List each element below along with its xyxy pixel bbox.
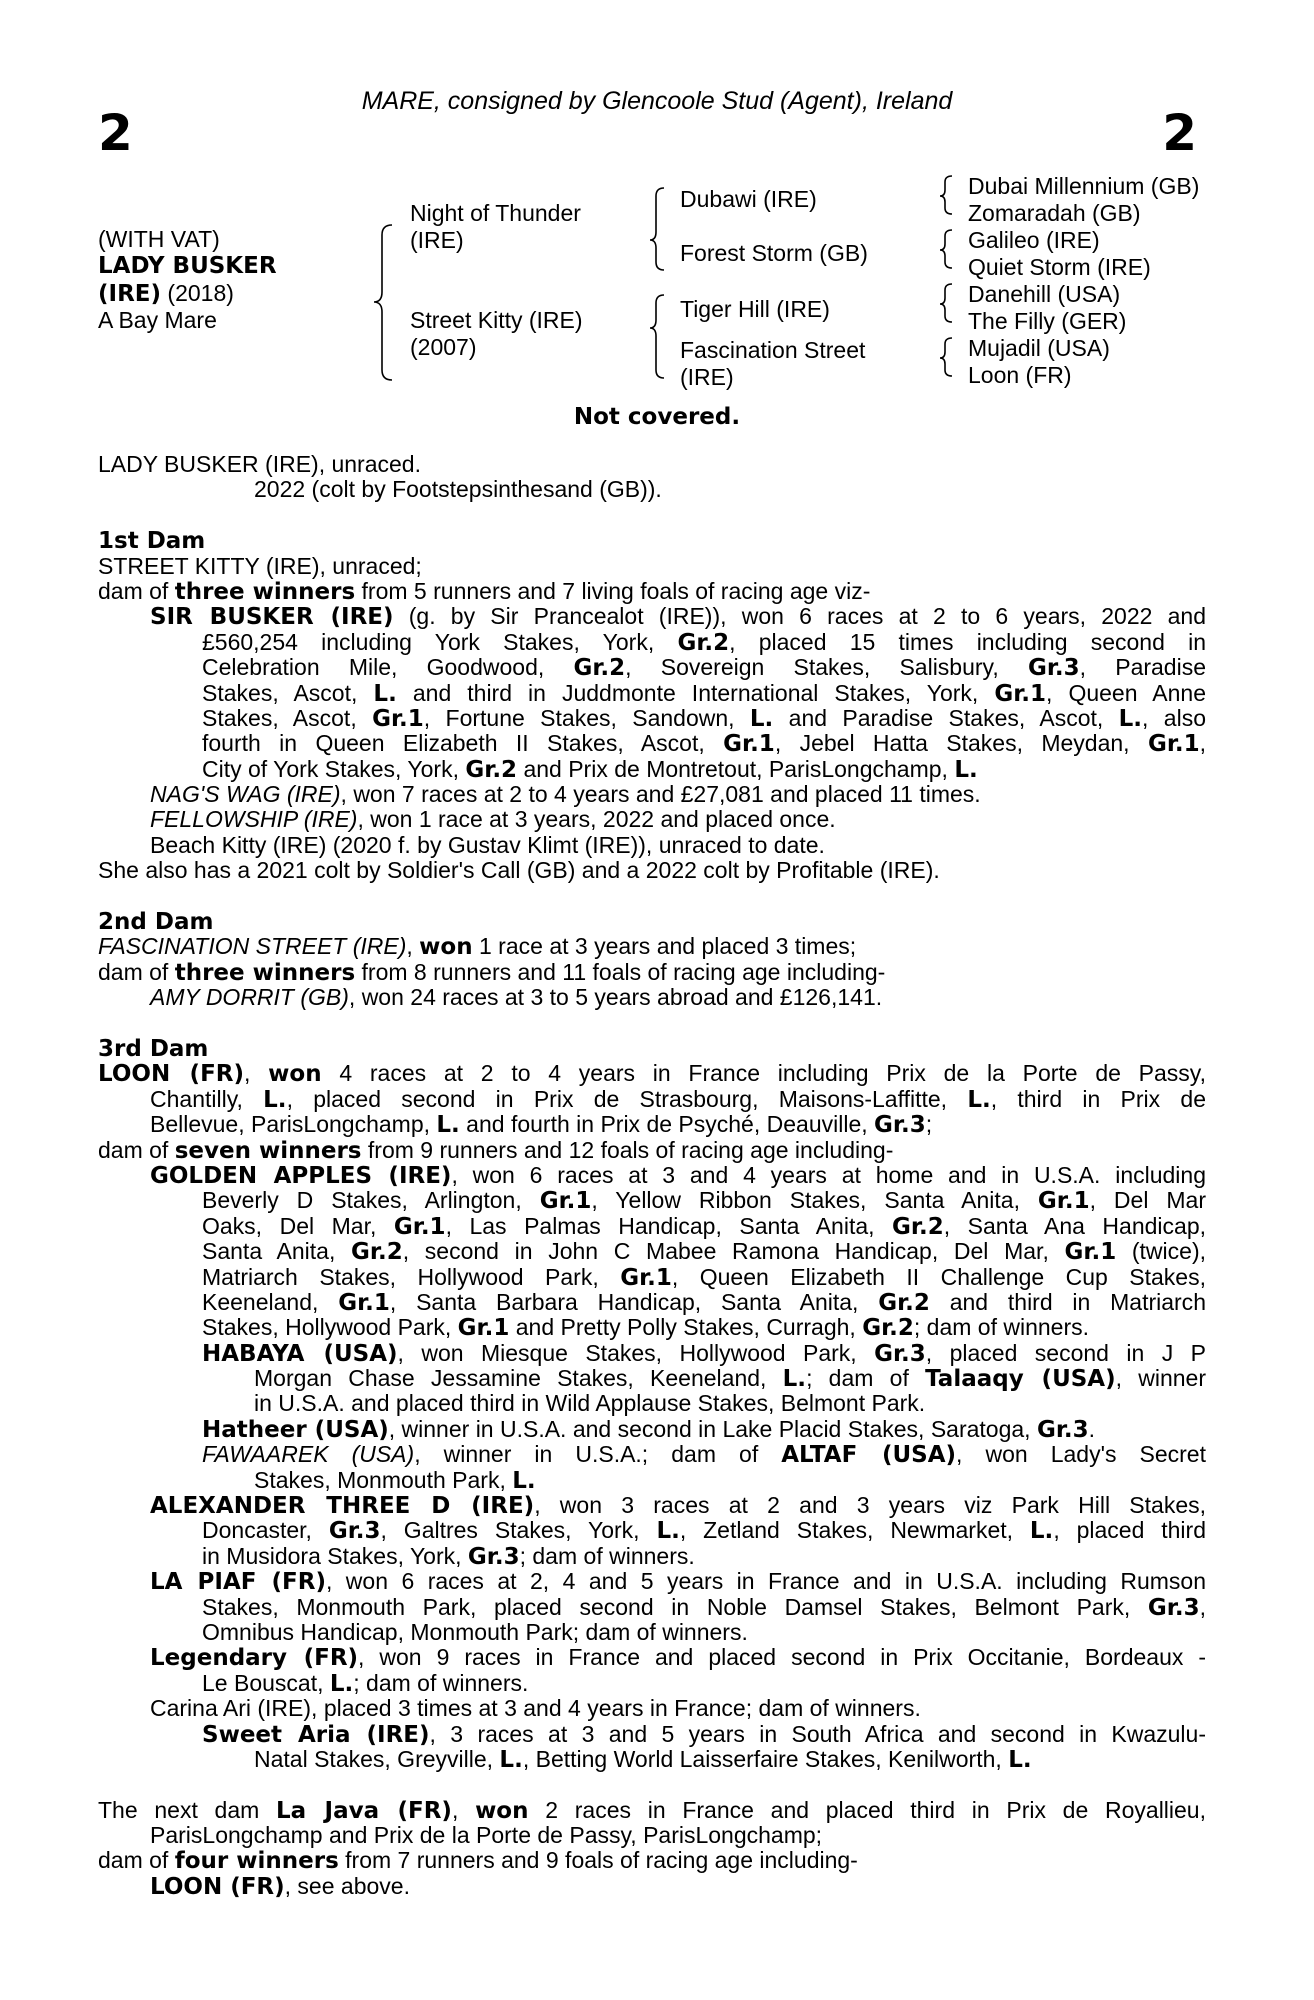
- text-run: Stakes, Monmouth Park,: [254, 1466, 513, 1493]
- text-line: [98, 731, 1206, 756]
- text-run: , Queen Anne: [1046, 679, 1206, 706]
- bold-run: Gr.3: [1027, 655, 1080, 682]
- bold-run: Talaaqy (USA): [925, 1366, 1116, 1393]
- bold-run: Sweet Aria (IRE): [202, 1721, 430, 1748]
- horse-year: (2018): [161, 280, 234, 306]
- text-run: and Paradise Stakes, Ascot,: [773, 704, 1119, 731]
- bracket-gen1: [374, 225, 392, 380]
- bold-run: Gr.2: [351, 1239, 403, 1266]
- grandsire-maternal: Tiger Hill (IRE): [680, 296, 830, 322]
- text-line: [98, 1747, 1206, 1772]
- text-line: [98, 1645, 1206, 1670]
- bold-run: GOLDEN APPLES (IRE): [150, 1162, 452, 1189]
- bold-run: Gr.2: [677, 629, 730, 656]
- italic-run: FAWAAREK (USA): [202, 1441, 415, 1468]
- text-run: Celebration Mile, Goodwood,: [202, 654, 574, 681]
- bold-run: won: [268, 1061, 322, 1088]
- text-line: [98, 452, 1206, 477]
- text-line: [98, 1239, 1206, 1264]
- bold-run: L.: [436, 1112, 460, 1139]
- bold-run: Gr.1: [338, 1289, 390, 1316]
- bracket-gen2a: [650, 188, 664, 270]
- granddam-paternal: Forest Storm (GB): [680, 240, 868, 266]
- text-line: [98, 1671, 1206, 1696]
- gen3-6: The Filly (GER): [968, 308, 1127, 334]
- text-run: ,: [451, 1796, 476, 1823]
- text-run: Beverly D Stakes, Arlington,: [202, 1187, 540, 1214]
- bold-run: SIR BUSKER (IRE): [150, 604, 394, 631]
- text-line: [98, 1798, 1206, 1823]
- text-run: City of York Stakes, York,: [202, 755, 466, 782]
- bold-run: seven winners: [174, 1137, 362, 1164]
- gen3-7: Mujadil (USA): [968, 335, 1110, 361]
- text-line: [98, 833, 1206, 858]
- text-line: [98, 1518, 1206, 1543]
- bold-run: Legendary (FR): [150, 1645, 359, 1672]
- gen3-8: Loon (FR): [968, 362, 1072, 388]
- text-line: [98, 1138, 1206, 1163]
- text-line: [98, 477, 1206, 502]
- text-run: ; dam of winners.: [913, 1314, 1090, 1341]
- italic-run: AMY DORRIT (GB): [150, 984, 349, 1011]
- bold-run: Gr.1: [1037, 1188, 1090, 1215]
- bold-run: Gr.2: [862, 1315, 914, 1342]
- bold-run: Hatheer (USA): [202, 1416, 389, 1443]
- text-run: , won 24 races at 3 to 5 years abroad and £126,141.: [348, 984, 883, 1011]
- bold-run: Gr.1: [539, 1188, 592, 1215]
- bold-run: L.: [656, 1518, 680, 1545]
- catalogue-body: [98, 452, 1206, 1899]
- text-run: from 7 runners and 9 foals of racing age including-: [338, 1847, 858, 1874]
- bold-run: Gr.3: [467, 1543, 520, 1570]
- text-run: , winner: [1115, 1365, 1206, 1392]
- text-run: , won Miesque Stakes, Hollywood Park,: [397, 1339, 875, 1366]
- text-line: [98, 1341, 1206, 1366]
- text-run: , Zetland Stakes, Newmarket,: [679, 1517, 1030, 1544]
- text-run: fourth in Queen Elizabeth II Stakes, Ascot,: [202, 730, 724, 757]
- bold-run: three winners: [174, 959, 356, 986]
- consignor-header: MARE, consigned by Glencoole Stud (Agent), Ireland: [361, 87, 953, 115]
- text-run: Natal Stakes, Greyville,: [254, 1745, 500, 1772]
- bold-run: Gr.2: [465, 756, 518, 783]
- bold-run: three winners: [174, 578, 356, 605]
- bold-run: Gr.1: [723, 731, 775, 758]
- text-run: , won 9 races in France and placed second in Prix Occitanie, Bordeaux -: [358, 1644, 1206, 1671]
- text-run: and third in Matriarch: [929, 1288, 1206, 1315]
- text-line: [98, 985, 1206, 1010]
- bold-run: Gr.3: [874, 1340, 926, 1367]
- text-run: 1 race at 3 years and placed 3 times;: [472, 933, 857, 960]
- bold-run: 2nd Dam: [98, 909, 214, 936]
- gen3-5: Danehill (USA): [968, 281, 1121, 307]
- text-run: , placed third: [1053, 1517, 1206, 1544]
- text-line: [98, 1061, 1206, 1086]
- spacer: [98, 1772, 1206, 1797]
- text-line: [98, 1265, 1206, 1290]
- text-run: , Paradise: [1079, 654, 1207, 681]
- bold-run: L.: [749, 705, 774, 732]
- text-run: , placed second in J P: [925, 1339, 1206, 1366]
- text-run: , won 7 races at 2 to 4 years and £27,081 and placed 11 times.: [340, 781, 981, 808]
- horse-description: A Bay Mare: [98, 307, 217, 333]
- gen3-2: Zomaradah (GB): [968, 200, 1141, 226]
- vat-label: (WITH VAT): [98, 226, 220, 252]
- bold-run: four winners: [174, 1848, 339, 1875]
- text-line: [98, 1874, 1206, 1899]
- text-run: Stakes, Monmouth Park, placed second in Noble Damsel Stakes, Belmont Park,: [202, 1593, 1148, 1620]
- text-run: Morgan Chase Jessamine Stakes, Keeneland,: [254, 1365, 783, 1392]
- text-run: ,: [406, 933, 420, 960]
- bold-run: 3rd Dam: [98, 1035, 209, 1062]
- text-run: , Santa Ana Handicap,: [943, 1212, 1207, 1239]
- bold-run: won: [475, 1797, 529, 1824]
- text-run: Chantilly,: [150, 1085, 264, 1112]
- text-run: , placed second in Prix de Strasbourg, Maisons-Laffitte,: [286, 1085, 968, 1112]
- text-run: , 3 races at 3 and 5 years in South Africa and second in Kwazulu-: [429, 1720, 1206, 1747]
- text-run: Doncaster,: [202, 1517, 329, 1544]
- text-run: Santa Anita,: [202, 1238, 352, 1265]
- text-line: [98, 1493, 1206, 1518]
- text-line: [98, 1290, 1206, 1315]
- gen3-4: Quiet Storm (IRE): [968, 254, 1151, 280]
- text-run: ; dam of winners.: [519, 1542, 695, 1569]
- text-line: [98, 1391, 1206, 1416]
- text-line: [98, 757, 1206, 782]
- text-run: , third in Prix de: [990, 1085, 1206, 1112]
- text-line: [98, 604, 1206, 629]
- bold-run: ALTAF (USA): [781, 1442, 957, 1469]
- text-run: , Sovereign Stakes, Salisbury,: [625, 654, 1028, 681]
- text-run: ,: [1199, 730, 1207, 757]
- covering-status: Not covered.: [573, 404, 741, 430]
- spacer: [98, 1011, 1206, 1036]
- bold-run: L.: [329, 1670, 354, 1697]
- text-line: [98, 630, 1206, 655]
- text-line: [98, 1544, 1206, 1569]
- bold-run: L.: [512, 1467, 536, 1494]
- lot-number-right: 2: [1162, 104, 1197, 162]
- bold-run: Gr.3: [1036, 1416, 1089, 1443]
- bold-run: Gr.1: [620, 1264, 672, 1291]
- granddam-maternal: Fascination Street: [680, 337, 866, 363]
- bold-run: Gr.1: [457, 1315, 510, 1342]
- bold-run: HABAYA (USA): [202, 1340, 398, 1367]
- text-run: , see above.: [284, 1872, 410, 1899]
- text-run: Le Bouscat,: [202, 1669, 330, 1696]
- text-line: [98, 1468, 1206, 1493]
- horse-country: (IRE): [98, 281, 162, 307]
- text-run: 2 races in France and placed third in Prix de Royallieu,: [528, 1796, 1206, 1823]
- gen3-3: Galileo (IRE): [968, 227, 1100, 253]
- text-line: [98, 1569, 1206, 1594]
- dam-year: (2007): [410, 334, 477, 360]
- text-run: ParisLongchamp and Prix de la Porte de Passy, ParisLongchamp;: [150, 1822, 823, 1849]
- italic-run: FELLOWSHIP (IRE): [150, 806, 358, 833]
- text-run: Omnibus Handicap, Monmouth Park; dam of winners.: [202, 1618, 748, 1645]
- text-run: ,: [244, 1060, 269, 1087]
- text-run: , placed 15 times including second in: [729, 628, 1206, 655]
- text-run: Bellevue, ParisLongchamp,: [150, 1111, 437, 1138]
- spacer: [98, 503, 1206, 528]
- bold-run: ALEXANDER THREE D (IRE): [150, 1493, 535, 1520]
- bold-run: Gr.1: [1147, 731, 1200, 758]
- text-run: £560,254 including York Stakes, York,: [202, 628, 678, 655]
- bold-run: L.: [1008, 1746, 1032, 1773]
- bold-run: L.: [263, 1086, 287, 1113]
- bold-run: LOON (FR): [150, 1873, 285, 1900]
- text-run: dam of: [98, 1136, 175, 1163]
- text-run: dam of: [98, 577, 175, 604]
- horse-name: LADY BUSKER: [98, 253, 277, 279]
- text-line: [98, 1417, 1206, 1442]
- text-run: , winner in U.S.A. and second in Lake Placid Stakes, Saratoga,: [388, 1415, 1037, 1442]
- text-line: [98, 681, 1206, 706]
- italic-run: FASCINATION STREET (IRE): [98, 933, 407, 960]
- text-run: , won 1 race at 3 years, 2022 and placed once.: [357, 806, 836, 833]
- bold-run: won: [419, 934, 473, 961]
- text-line: [98, 528, 1206, 553]
- text-line: [98, 579, 1206, 604]
- bold-run: Gr.2: [878, 1289, 930, 1316]
- sire-country: (IRE): [410, 227, 464, 253]
- italic-run: NAG'S WAG (IRE): [150, 781, 341, 808]
- text-run: 4 races at 2 to 4 years in France including Prix de la Porte de Passy,: [321, 1060, 1206, 1087]
- text-run: She also has a 2021 colt by Soldier's Call (GB) and a 2022 colt by Profitable (IRE).: [98, 857, 940, 884]
- text-line: [98, 1214, 1206, 1239]
- text-line: [98, 807, 1206, 832]
- text-run: , Galtres Stakes, York,: [380, 1517, 657, 1544]
- text-line: [98, 858, 1206, 883]
- text-run: , Del Mar: [1089, 1187, 1206, 1214]
- bold-run: L.: [499, 1746, 523, 1773]
- text-run: , won 6 races at 3 and 4 years at home and in U.S.A. including: [451, 1161, 1207, 1188]
- text-line: [98, 782, 1206, 807]
- text-run: , Jebel Hatta Stakes, Meydan,: [774, 730, 1148, 757]
- text-line: [98, 1163, 1206, 1188]
- bold-run: Gr.2: [573, 655, 626, 682]
- text-run: , won 6 races at 2, 4 and 5 years in France and in U.S.A. including Rumson: [325, 1568, 1207, 1595]
- text-run: and fourth in Prix de Psyché, Deauville,: [459, 1111, 875, 1138]
- text-line: [98, 1595, 1206, 1620]
- text-run: LADY BUSKER (IRE), unraced.: [98, 451, 421, 477]
- text-run: from 8 runners and 11 foals of racing age including-: [355, 958, 886, 985]
- granddam-maternal-country: (IRE): [680, 364, 734, 390]
- bold-run: LA PIAF (FR): [150, 1569, 326, 1596]
- text-run: from 5 runners and 7 living foals of racing age viz-: [355, 577, 871, 604]
- bold-run: Gr.1: [1064, 1239, 1117, 1266]
- bold-run: L.: [1118, 705, 1143, 732]
- text-run: The next dam: [98, 1796, 277, 1823]
- text-run: , Santa Barbara Handicap, Santa Anita,: [389, 1288, 879, 1315]
- text-line: [98, 706, 1206, 731]
- bold-run: L.: [967, 1086, 991, 1113]
- text-run: and Prix de Montretout, ParisLongchamp,: [517, 755, 955, 782]
- text-run: STREET KITTY (IRE), unraced;: [98, 552, 422, 579]
- text-run: Stakes, Ascot,: [202, 679, 374, 706]
- text-run: , Las Palmas Handicap, Santa Anita,: [445, 1212, 893, 1239]
- text-line: [98, 554, 1206, 579]
- spacer: [98, 884, 1206, 909]
- text-line: [98, 1620, 1206, 1645]
- text-run: ,: [1199, 1593, 1206, 1620]
- bold-run: Gr.1: [393, 1213, 446, 1240]
- text-run: , Queen Elizabeth II Challenge Cup Stakes,: [671, 1263, 1206, 1290]
- text-run: ; dam of winners.: [353, 1669, 529, 1696]
- text-run: , winner in U.S.A.; dam of: [414, 1441, 782, 1468]
- text-run: dam of: [98, 958, 175, 985]
- text-line: [98, 655, 1206, 680]
- bold-run: Gr.1: [372, 705, 424, 732]
- text-line: [98, 1188, 1206, 1213]
- text-line: [98, 960, 1206, 985]
- text-line: [98, 1722, 1206, 1747]
- text-run: 2022 (colt by Footstepsinthesand (GB)).: [254, 476, 662, 503]
- text-line: [98, 909, 1206, 934]
- bold-run: LOON (FR): [98, 1061, 244, 1088]
- bracket-gen3c: [940, 284, 952, 322]
- bold-run: Gr.3: [1147, 1594, 1200, 1621]
- text-run: (g. by Sir Prancealot (IRE)), won 6 races at 2 to 6 years, 2022 and: [393, 603, 1207, 630]
- bold-run: Gr.1: [994, 680, 1047, 707]
- text-line: [98, 1848, 1206, 1873]
- text-run: , won 3 races at 2 and 3 years viz Park Hill Stakes,: [534, 1492, 1206, 1519]
- bold-run: Gr.3: [328, 1518, 381, 1545]
- text-run: ; dam of: [806, 1365, 926, 1392]
- text-run: Keeneland,: [202, 1288, 339, 1315]
- grandsire-paternal: Dubawi (IRE): [680, 186, 817, 212]
- text-line: [98, 1112, 1206, 1137]
- bracket-gen3a: [940, 176, 952, 214]
- text-run: , won Lady's Secret: [956, 1441, 1206, 1468]
- bold-run: L.: [954, 756, 978, 783]
- text-run: , second in John C Mabee Ramona Handicap, Del Mar,: [402, 1238, 1065, 1265]
- bold-run: L.: [373, 680, 397, 707]
- dam-name: Street Kitty (IRE): [410, 307, 583, 333]
- bracket-gen2b: [650, 295, 664, 378]
- text-run: , Yellow Ribbon Stakes, Santa Anita,: [591, 1187, 1038, 1214]
- text-run: Stakes, Ascot,: [202, 704, 373, 731]
- text-line: [98, 1823, 1206, 1848]
- text-line: [98, 1087, 1206, 1112]
- text-run: , Betting World Laisserfaire Stakes, Kenilworth,: [522, 1745, 1009, 1772]
- sire-name: Night of Thunder: [410, 200, 581, 226]
- bold-run: L.: [1029, 1518, 1054, 1545]
- bold-run: Gr.3: [874, 1112, 926, 1139]
- bracket-gen3d: [940, 338, 952, 376]
- bold-run: Gr.2: [892, 1213, 944, 1240]
- text-run: and Pretty Polly Stakes, Curragh,: [509, 1314, 863, 1341]
- text-line: [98, 1036, 1206, 1061]
- text-run: Carina Ari (IRE), placed 3 times at 3 and 4 years in France; dam of winners.: [150, 1695, 921, 1722]
- bold-run: 1st Dam: [98, 528, 206, 555]
- bracket-gen3b: [940, 230, 952, 268]
- text-run: Matriarch Stakes, Hollywood Park,: [202, 1263, 621, 1290]
- text-run: in U.S.A. and placed third in Wild Applause Stakes, Belmont Park.: [254, 1390, 926, 1417]
- text-run: dam of: [98, 1847, 175, 1874]
- bold-run: La Java (FR): [276, 1797, 452, 1824]
- text-run: Stakes, Hollywood Park,: [202, 1314, 458, 1341]
- text-run: and third in Juddmonte International Stakes, York,: [396, 679, 995, 706]
- text-line: [98, 1696, 1206, 1721]
- text-run: , also: [1142, 704, 1206, 731]
- bold-run: L.: [782, 1366, 807, 1393]
- text-line: [98, 934, 1206, 959]
- text-run: ;: [925, 1111, 933, 1138]
- text-run: Beach Kitty (IRE) (2020 f. by Gustav Klimt (IRE)), unraced to date.: [150, 831, 825, 858]
- text-line: [98, 1315, 1206, 1340]
- text-run: Oaks, Del Mar,: [202, 1212, 394, 1239]
- lot-number-left: 2: [98, 104, 133, 162]
- text-line: [98, 1366, 1206, 1391]
- text-run: (twice),: [1116, 1238, 1206, 1265]
- text-run: in Musidora Stakes, York,: [202, 1542, 468, 1569]
- text-line: [98, 1442, 1206, 1467]
- text-run: from 9 runners and 12 foals of racing age including-: [361, 1136, 894, 1163]
- text-run: .: [1088, 1415, 1096, 1442]
- gen3-1: Dubai Millennium (GB): [968, 173, 1200, 199]
- text-run: , Fortune Stakes, Sandown,: [423, 704, 750, 731]
